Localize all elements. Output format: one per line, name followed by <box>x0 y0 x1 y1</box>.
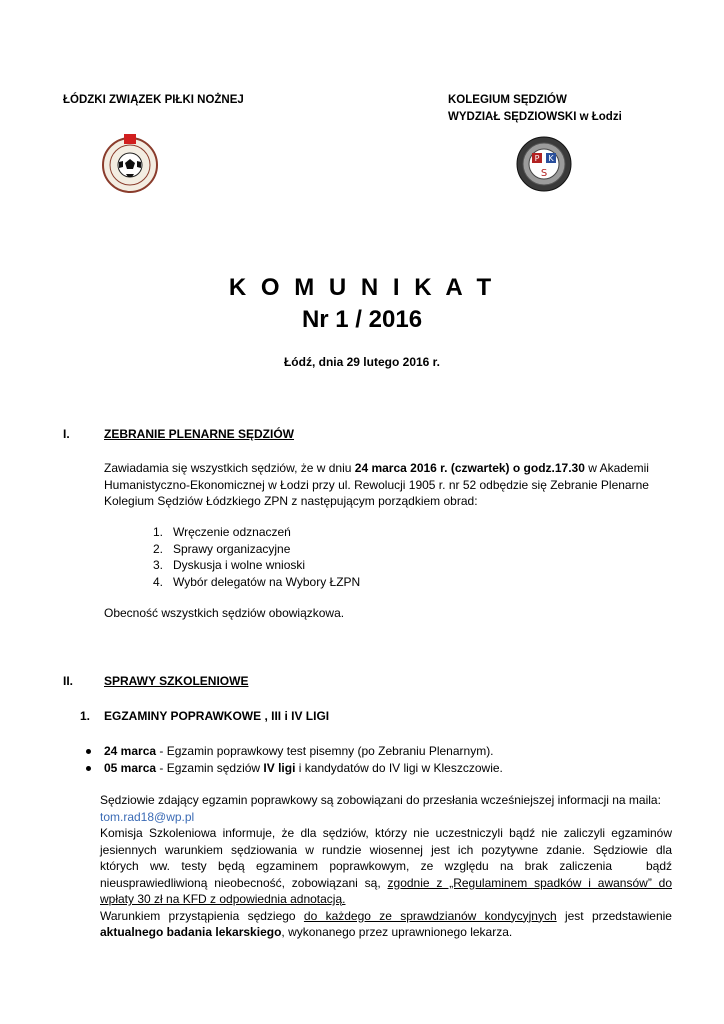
section-1-heading: ZEBRANIE PLENARNE SĘDZIÓW <box>104 427 295 441</box>
svg-text:S: S <box>540 168 548 179</box>
contact-email[interactable]: tom.rad18@wp.pl <box>100 809 195 824</box>
training-line-5: wpłaty 30 zł na KFD z odpowiednia adnotacją. <box>100 892 346 906</box>
meeting-date: 24 marca 2016 r. (czwartek) o godz.17.30 <box>354 461 585 475</box>
subsection-heading: EGZAMINY POPRAWKOWE , III i IV LIGI <box>104 709 330 723</box>
exam-list <box>104 743 503 776</box>
agenda-item: 4. Wybór delegatów na Wybory ŁZPN <box>153 574 361 589</box>
svg-text:P: P <box>534 154 540 163</box>
intro-line-2: Humanistyczno-Ekonomicznej w Łodzi przy ul. Rewolucji 1905 r. nr 52 odbędzie się Zebranie Plenarne <box>104 477 649 492</box>
exam-info-line: Sędziowie zdający egzamin poprawkowy są zobowiązani do przesłania wcześniejszej informacji na maila: <box>100 793 661 807</box>
left-org-name: ŁÓDZKI ZWIĄZEK PIŁKI NOŻNEJ <box>63 94 244 106</box>
right-org-name-line2: WYDZIAŁ SĘDZIOWSKI w Łodzi <box>448 111 622 123</box>
intro-text-c: w Akademii <box>584 461 649 475</box>
kolegium-sedziow-logo <box>516 136 572 192</box>
agenda-item: 1. Wręczenie odznaczeń <box>153 525 291 539</box>
training-line-1: Komisja Szkoleniowa informuje, że dla sędziów, którzy nie uczestniczyli bądź nie zaliczyli egzaminów <box>100 826 672 840</box>
document-number: Nr 1 / 2016 <box>301 306 423 333</box>
condition-line-1: Warunkiem przystąpienia sędziego do każdego ze sprawdzianów kondycyjnych jest przedstawienie <box>100 908 672 923</box>
agenda-item: 3. Dyskusja i wolne wnioski <box>153 558 306 572</box>
list-item: 24 marca - Egzamin poprawkowy test pisemny (po Zebraniu Plenarnym). <box>104 743 503 760</box>
svg-text:K: K <box>548 154 554 163</box>
intro-line-3: Kolegium Sędziów Łódzkiego ZPN z następującym porządkiem obrad: <box>104 494 478 508</box>
right-org-name-line1: KOLEGIUM SĘDZIÓW <box>448 94 567 106</box>
condition-line-2: aktualnego badania lekarskiego, wykonanego przez uprawnionego lekarza. <box>100 925 513 939</box>
agenda-item: 2. Sprawy organizacyjne <box>153 541 291 556</box>
section-1-paragraph <box>104 460 664 510</box>
section-1-number: I. <box>63 427 70 441</box>
lzpn-logo <box>101 132 159 194</box>
section-2-heading: SPRAWY SZKOLENIOWE <box>104 674 249 688</box>
section-2-number: II. <box>63 674 74 688</box>
attendance-note: Obecność wszystkich sędziów obowiązkowa. <box>104 606 345 620</box>
document-date: Łódź, dnia 29 lutego 2016 r. <box>283 355 441 369</box>
intro-text-a: Zawiadamia się wszystkich sędziów, że w dniu <box>104 461 355 475</box>
document-title: K O M U N I K A T <box>228 274 496 301</box>
list-item: 05 marca - Egzamin sędziów IV ligi i kandydatów do IV ligi w Kleszczowie. <box>104 760 503 777</box>
training-line-2: jesiennych warunkiem sędziowania w rundzie wiosennej jest ich pozytywne zdanie. Sędziowie dla <box>100 842 672 857</box>
section-2-body <box>100 792 672 941</box>
agenda-list <box>153 524 360 590</box>
subsection-number: 1. <box>80 709 91 723</box>
training-line-4: nieusprawiedliwioną nieobecność, zobowiązani są, zgodnie z „Regulaminem spadków i awansów” do <box>100 875 673 890</box>
training-line-3: których ww. testy będą egzaminem poprawkowym, ze względu na brak zaliczenia bądź <box>100 859 672 873</box>
